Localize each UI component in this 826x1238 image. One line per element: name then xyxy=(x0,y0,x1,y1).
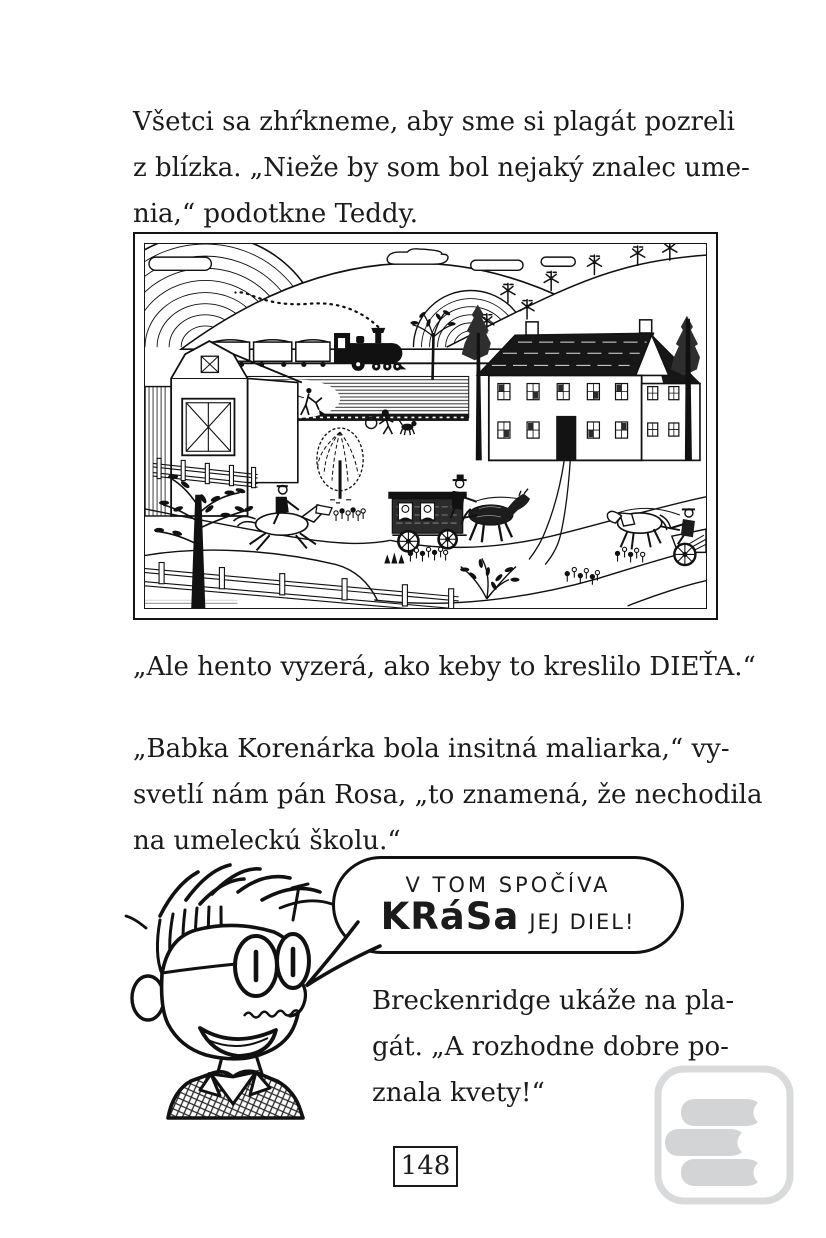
flower-cluster xyxy=(384,547,447,563)
flower-cluster-cart xyxy=(615,547,644,562)
text-line: Všetci sa zhŕkneme, aby sme si plagát pozreli xyxy=(133,107,735,137)
speech-bubble-line1: V TOM SPOČÍVA xyxy=(405,872,611,897)
page-number: 148 xyxy=(400,1151,451,1181)
chimney xyxy=(526,322,538,335)
page-number-box xyxy=(393,1146,458,1187)
folk-art-painting xyxy=(145,244,706,608)
speech-bubble-tail xyxy=(296,916,386,996)
flower-row xyxy=(334,508,365,521)
text-line: svetlí nám pán Rosa, „to znamená, že nechodila xyxy=(133,780,763,810)
dog xyxy=(398,419,416,435)
wagon-horse xyxy=(462,489,530,543)
speech-bubble-emphasis: KRáSa xyxy=(380,894,520,938)
text-line: nia,“ podotkne Teddy. xyxy=(133,199,419,229)
framed-illustration xyxy=(133,232,718,620)
barn-door xyxy=(182,399,234,456)
house-path xyxy=(529,460,570,564)
speech-bubble-line2: JEJ DIEL! xyxy=(529,909,636,934)
illustration-inner-frame xyxy=(144,243,707,609)
text-line: gát. „A rozhodne dobre po- xyxy=(372,1032,729,1062)
covered-wagon xyxy=(388,475,530,552)
text-line: z blízka. „Nieže by som bol nejaký znalec ume- xyxy=(133,153,750,183)
text-line: „Ale hento vyzerá, ako keby to kreslilo DIEŤA.“ xyxy=(133,652,756,682)
text-line: „Babka Korenárka bola insitná maliarka,“ vy- xyxy=(133,734,730,764)
horse-cart xyxy=(607,508,706,565)
leafy-bush xyxy=(460,558,519,598)
ear xyxy=(132,976,164,1020)
paragraph-2 xyxy=(133,726,763,864)
text-line: Breckenridge ukáže na pla- xyxy=(372,986,735,1016)
paragraph-3 xyxy=(372,978,735,1116)
plaid-shirt xyxy=(168,1071,303,1118)
wagon-wheel xyxy=(439,530,457,548)
quote-line-block xyxy=(133,644,756,690)
chimney xyxy=(640,320,652,333)
paragraph-1 xyxy=(133,99,750,237)
text-line: na umeleckú školu.“ xyxy=(133,826,401,856)
text-line: znala kvety!“ xyxy=(372,1078,545,1108)
willow-tree xyxy=(317,428,363,503)
front-door xyxy=(556,416,576,460)
